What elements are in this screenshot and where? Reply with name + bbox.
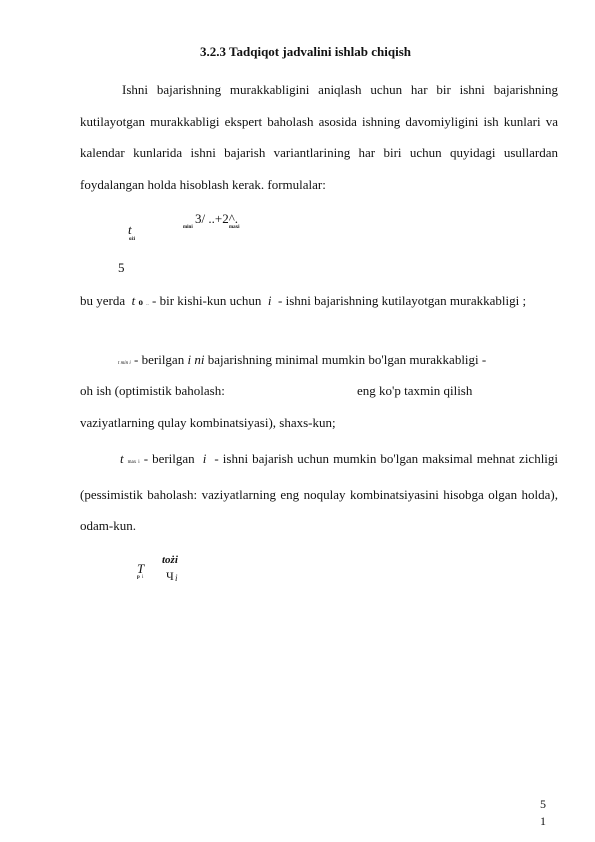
page-number-digit-2: 1 [540, 814, 546, 828]
tmin-sub: t min i [118, 361, 131, 366]
tmax-t: t [120, 451, 124, 466]
paragraph-intro: Ishni bajarishning murakkabligini aniqlash uchun har bir ishni bajarishning kutilayotgan murakkabligi ekspert baholash asosida ishning davomiyligini ish kunlari va kalendar kunlarida ishni bajarish variantlarining har biri uchun quyidagi usullardan foydalangan holda hisoblash kerak. formulalar: [80, 82, 558, 192]
formula-numerator: 3/ ..+2^. [195, 211, 239, 226]
def-rest2: - ishni bajarishning kutilayotgan murakkabligi ; [278, 293, 527, 308]
formula2-den-sub: i [175, 573, 178, 583]
paragraph-definition [80, 292, 558, 313]
line-eng: eng ko'p taxmin qilish [357, 383, 473, 398]
formula-sub-max: maxi [229, 225, 240, 230]
def-t-sub2: .. [146, 302, 149, 307]
tmin-italic: i ni [187, 352, 205, 367]
formula2-T-sub: p [137, 575, 140, 580]
tmin-line [118, 352, 486, 368]
page-number-digit-1: 5 [540, 797, 546, 811]
tmax-sub: max i [127, 460, 140, 465]
formula-denominator: 5 [118, 260, 125, 275]
formula2-T: T [137, 561, 145, 576]
formula-lhs-t: t [128, 222, 132, 237]
def-t: t [131, 293, 136, 308]
def-rest: - bir kishi-kun uchun [152, 293, 262, 308]
tmax-i: i [202, 451, 207, 466]
tmax-text2: - ishni bajarish uchun mumkin bo'lgan maksimal mehnat zichligi (pessimistik baholash: vaziyatlarning eng noqulay kombinatsiyasini hisobga olgan holda), odam-kun. [80, 451, 559, 533]
formula-sub-min: mini [183, 225, 193, 230]
tmin-text2: bajarishning minimal mumkin bo'lgan murakkabligi - [207, 352, 487, 367]
formula2-numerator: tożi [162, 554, 178, 566]
tmin-text1: - berilgan [134, 352, 185, 367]
def-i: i [267, 293, 272, 308]
line-vaziyat: vaziyatlarning qulay kombinatsiyasi), shaxs-kun; [80, 415, 336, 430]
line-optimistic: oh ish (optimistik baholash: [80, 383, 225, 398]
formula2-T-sub2: i [142, 575, 144, 580]
section-heading: 3.2.3 Tadqiqot jadvalini ishlab chiqish [200, 44, 411, 59]
def-t-sub: o [138, 297, 143, 307]
tmax-text1: - berilgan [143, 451, 195, 466]
paragraph-tmax [80, 443, 558, 542]
def-prefix: bu yerda [80, 293, 126, 308]
formula-lhs-subscript: ożi [129, 237, 136, 242]
formula2-denominator: Ч [166, 569, 174, 583]
